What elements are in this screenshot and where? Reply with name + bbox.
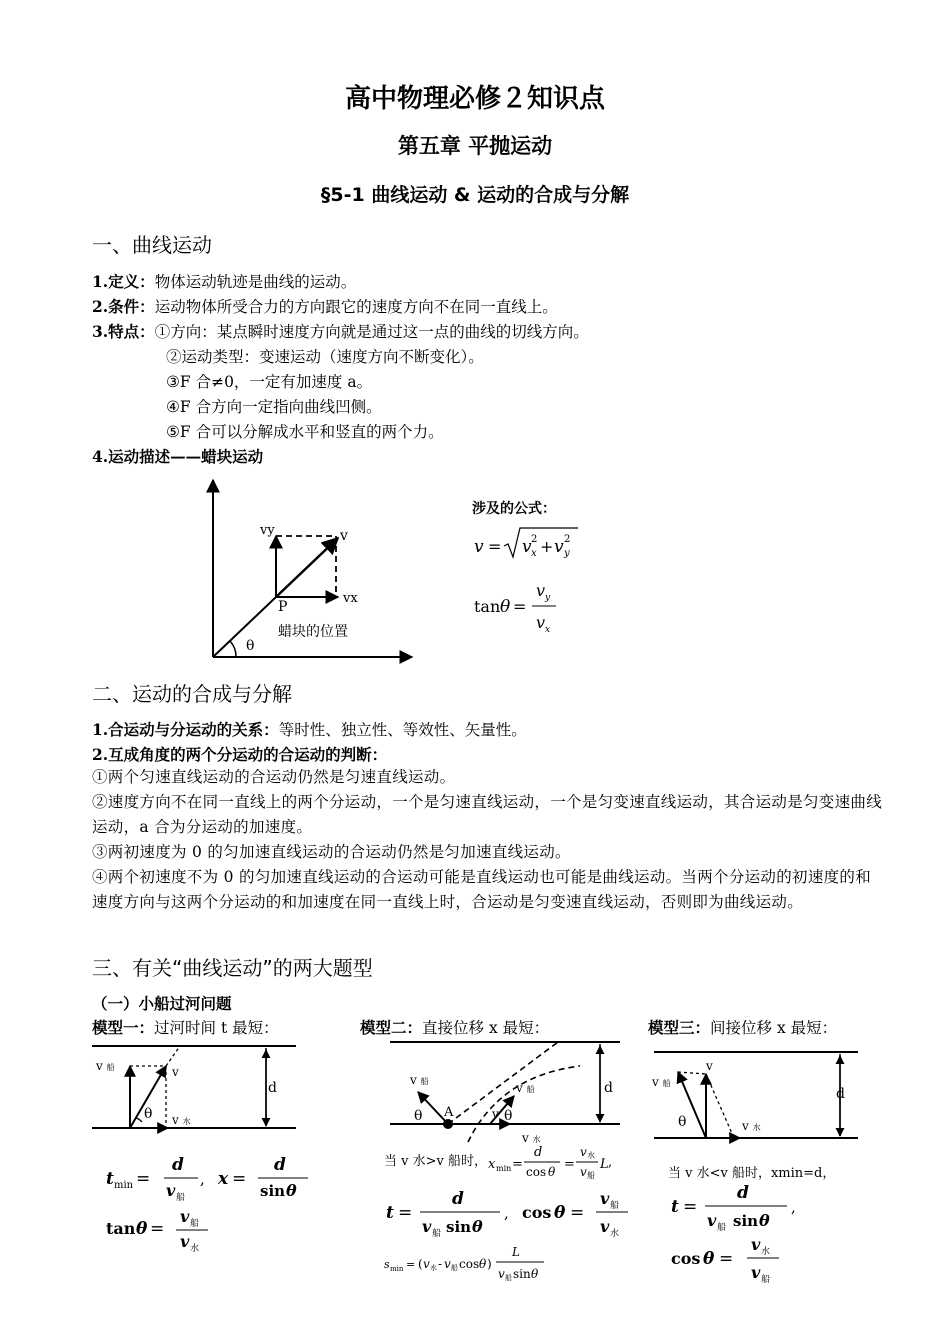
chapter-title: 第五章 平抛运动: [397, 134, 553, 158]
trajectory-line: [213, 597, 276, 657]
svg-text:水: 水: [610, 1229, 620, 1239]
svg-text:θ: θ: [286, 1181, 297, 1200]
svg-text:d: d: [452, 1189, 464, 1209]
svg-text:,: ,: [608, 1155, 613, 1170]
svg-text:v: v: [580, 1145, 587, 1159]
svg-text:=: =: [488, 537, 502, 556]
svg-text:v: v: [423, 1257, 430, 1271]
svg-text:sin: sin: [446, 1218, 472, 1236]
judgement-item: ②速度方向不在同一直线上的两个分运动，一个是匀速直线运动，一个是匀变速直线运动，其合运动是匀变速曲线运动，a 合为分运动的加速度。: [92, 793, 883, 836]
svg-text:v: v: [166, 1181, 176, 1200]
judgement-label: 2.互成角度的两个分运动的合运动的判断：: [92, 745, 388, 764]
model3-label: 模型三：: [648, 1018, 711, 1037]
svg-text:船: 船: [432, 1229, 442, 1239]
svg-text:v: v: [498, 1267, 505, 1281]
svg-text:d: d: [274, 1155, 286, 1175]
svg-text:=: =: [513, 597, 527, 616]
svg-text:cos: cos: [526, 1165, 547, 1179]
svg-text:θ: θ: [136, 1219, 148, 1239]
svg-text:v: v: [422, 1217, 432, 1236]
section-title: §5-1 曲线运动 & 运动的合成与分解: [320, 184, 630, 206]
svg-text:θ: θ: [144, 1106, 153, 1122]
angle-arc: [230, 641, 236, 657]
relation-text: 等时性、独立性、等效性、矢量性。: [278, 721, 527, 739]
model2-text: 直接位移 x 最短：: [422, 1019, 550, 1037]
svg-text:d: d: [836, 1086, 845, 1102]
svg-text:x: x: [545, 625, 551, 635]
svg-text:min: min: [114, 1180, 134, 1191]
svg-text:(: (: [418, 1257, 423, 1271]
svg-text:水: 水: [761, 1247, 771, 1257]
svg-text:=: =: [136, 1169, 151, 1189]
svg-text:,: ,: [791, 1198, 796, 1216]
svg-text:t: t: [106, 1169, 114, 1189]
svg-text:θ: θ: [759, 1211, 770, 1230]
svg-text:v 水: v 水: [742, 1119, 761, 1133]
svg-text:x: x: [218, 1169, 229, 1189]
definition-line: [92, 270, 356, 292]
svg-text:船: 船: [451, 1264, 458, 1272]
svg-text:tan: tan: [106, 1219, 136, 1238]
svg-text:v: v: [600, 1189, 610, 1208]
svg-text:=: =: [683, 1197, 698, 1217]
svg-text:=: =: [232, 1169, 247, 1189]
svg-text:d: d: [172, 1155, 184, 1175]
boat-problem-title: （一）小船过河问题: [92, 994, 232, 1013]
feature-item: ②运动类型：变速运动（速度方向不断变化）。: [166, 348, 484, 366]
model1-heading: [92, 1016, 279, 1038]
svg-text:,: ,: [504, 1204, 509, 1222]
model3-condition: 当 v 水<v 船时，xmin=d，: [668, 1166, 836, 1181]
svg-text:船: 船: [610, 1201, 620, 1211]
svg-text:θ: θ: [678, 1114, 687, 1130]
model1-formulas: [100, 1150, 320, 1260]
svg-text:θ: θ: [504, 1108, 513, 1124]
relation-line: [92, 718, 527, 740]
judgement-item: ③两初速度为 0 的匀加速直线运动的合运动仍然是匀加速直线运动。: [92, 843, 571, 861]
svg-text:船: 船: [190, 1219, 200, 1229]
velocity-v-arrow: [276, 538, 338, 597]
svg-text:=: =: [150, 1219, 165, 1239]
condition-label: 2.条件：: [92, 297, 155, 316]
model2-condition: 当 v 水>v 船时，: [384, 1154, 487, 1169]
svg-text:+: +: [540, 537, 554, 556]
svg-text:θ: θ: [479, 1257, 487, 1271]
svg-text:水: 水: [587, 1151, 595, 1160]
svg-text:船: 船: [761, 1275, 771, 1285]
svg-text:s: s: [384, 1258, 390, 1271]
svg-text:θ: θ: [472, 1217, 483, 1236]
model2-smin-formula: [380, 1242, 580, 1286]
svg-text:v 船: v 船: [516, 1081, 535, 1095]
svg-text:θ: θ: [548, 1165, 556, 1179]
svg-text:v: v: [751, 1263, 761, 1282]
feature-line: [92, 320, 589, 342]
svg-text:v: v: [707, 1211, 717, 1230]
svg-text:v: v: [536, 613, 546, 632]
svg-text:,: ,: [200, 1170, 205, 1188]
svg-text:θ: θ: [531, 1267, 539, 1281]
svg-text:x: x: [488, 1157, 496, 1172]
svg-text:d: d: [737, 1183, 749, 1203]
svg-text:v 水: v 水: [522, 1131, 541, 1145]
svg-text:sin: sin: [260, 1182, 286, 1200]
svg-text:v 船: v 船: [96, 1059, 115, 1073]
svg-text:水: 水: [430, 1264, 437, 1272]
feature-label: 3.特点：: [92, 322, 155, 341]
svg-text:y: y: [545, 593, 551, 603]
svg-text:L: L: [600, 1157, 609, 1172]
svg-text:t: t: [671, 1197, 679, 1217]
svg-text:t: t: [386, 1203, 394, 1223]
svg-text:2: 2: [531, 534, 538, 545]
formula-title: 涉及的公式：: [472, 501, 556, 517]
svg-text:船: 船: [505, 1274, 512, 1282]
wax-block-diagram: [180, 470, 430, 670]
svg-text:=: =: [512, 1157, 523, 1172]
svg-text:船: 船: [587, 1171, 595, 1180]
definition-text: 物体运动轨迹是曲线的运动。: [154, 273, 357, 291]
svg-text:x: x: [531, 548, 537, 559]
wax-formulas: [470, 520, 620, 645]
svg-text:θ: θ: [554, 1203, 566, 1223]
model1-diagram: [88, 1040, 303, 1135]
svg-text:v: v: [600, 1217, 610, 1236]
svg-text:θ: θ: [500, 597, 511, 617]
svg-text:cos: cos: [522, 1203, 552, 1222]
svg-text:v 水: v 水: [172, 1113, 191, 1127]
label-vy: vy: [260, 523, 275, 538]
svg-text:船: 船: [176, 1193, 186, 1203]
model1-text: 过河时间 t 最短：: [154, 1019, 279, 1037]
svg-text:船: 船: [717, 1223, 727, 1233]
svg-text:min: min: [390, 1265, 404, 1273]
svg-text:=: =: [719, 1249, 734, 1269]
description-label: 4.运动描述——蜡块运动: [92, 447, 264, 466]
feature-item: ④F 合方向一定指向曲线凹侧。: [166, 398, 382, 416]
heading-two-types: 三、有关“曲线运动”的两大题型: [92, 956, 373, 980]
svg-text:-: -: [438, 1257, 443, 1271]
condition-line: [92, 295, 558, 317]
svg-text:v: v: [706, 1059, 713, 1073]
model1-label: 模型一：: [92, 1018, 155, 1037]
svg-text:d: d: [268, 1080, 277, 1096]
heading-curve-motion: 一、曲线运动: [92, 233, 212, 257]
svg-text:=: =: [398, 1203, 413, 1223]
model2-label: 模型二：: [360, 1018, 423, 1037]
feature-item: ③F 合≠0，一定有加速度 a。: [166, 373, 373, 391]
svg-text:v: v: [554, 537, 564, 557]
model2-xmin-formula: [480, 1140, 640, 1188]
model3-diagram: [650, 1044, 860, 1144]
svg-text:v: v: [536, 581, 546, 600]
svg-text:v: v: [444, 1257, 451, 1271]
svg-text:A: A: [444, 1105, 454, 1120]
relation-label: 1.合运动与分运动的关系：: [92, 720, 279, 739]
feature-item: ⑤F 合可以分解成水平和竖直的两个力。: [166, 423, 444, 441]
svg-text:=: =: [406, 1258, 416, 1271]
label-position: 蜡块的位置: [278, 624, 348, 640]
model2-t-formula: [380, 1188, 640, 1244]
model3-heading: [648, 1016, 837, 1038]
page-title: 高中物理必修２知识点: [344, 84, 605, 114]
svg-text:cos: cos: [459, 1257, 480, 1271]
svg-text:v 船: v 船: [410, 1073, 429, 1087]
svg-text:=: =: [570, 1203, 585, 1223]
label-theta: θ: [246, 638, 255, 654]
model2-diagram: [380, 1036, 630, 1146]
feature-item: ①方向：某点瞬时速度方向就是通过这一点的曲线的切线方向。: [154, 323, 589, 341]
svg-text:v 船: v 船: [652, 1075, 671, 1089]
label-v: v: [340, 528, 348, 544]
model3-formulas: [665, 1180, 815, 1290]
svg-text:v: v: [580, 1165, 587, 1179]
svg-text:sin: sin: [513, 1267, 531, 1281]
condition-text: 运动物体所受合力的方向跟它的速度方向不在同一直线上。: [154, 298, 558, 316]
svg-text:v: v: [522, 537, 532, 557]
judgement-item: ①两个匀速直线运动的合运动仍然是匀速直线运动。: [92, 768, 456, 786]
label-p: P: [278, 599, 288, 615]
svg-text:=: =: [564, 1157, 575, 1172]
svg-text:2: 2: [564, 534, 571, 545]
svg-text:tan: tan: [474, 597, 501, 616]
svg-text:): ): [487, 1257, 492, 1271]
svg-text:v: v: [172, 1065, 179, 1079]
svg-text:v: v: [180, 1232, 190, 1251]
svg-text:θ: θ: [703, 1249, 715, 1269]
label-vx: vx: [343, 591, 358, 606]
model2-heading: [360, 1016, 549, 1038]
svg-text:d: d: [534, 1145, 543, 1160]
svg-text:min: min: [496, 1164, 512, 1173]
svg-text:v: v: [492, 1107, 499, 1121]
svg-text:v: v: [180, 1207, 190, 1226]
model3-text: 间接位移 x 最短：: [710, 1019, 838, 1037]
svg-text:cos: cos: [671, 1249, 701, 1268]
svg-text:v: v: [751, 1235, 761, 1254]
definition-label: 1.定义：: [92, 272, 155, 291]
svg-text:L: L: [512, 1245, 520, 1259]
svg-text:d: d: [604, 1080, 613, 1096]
judgement-item: ④两个初速度不为 0 的匀加速直线运动的合运动可能是直线运动也可能是曲线运动。当两个分运动的初速度的和速度方向与这两个分运动的和加速度在同一直线上时，合运动是匀变速直线运动，否则即为曲线运动。: [92, 868, 872, 911]
svg-text:水: 水: [190, 1244, 200, 1254]
heading-composition: 二、运动的合成与分解: [92, 682, 292, 706]
svg-text:v: v: [474, 537, 484, 557]
svg-text:y: y: [564, 548, 570, 559]
svg-text:θ: θ: [414, 1108, 423, 1124]
svg-text:sin: sin: [733, 1212, 759, 1230]
